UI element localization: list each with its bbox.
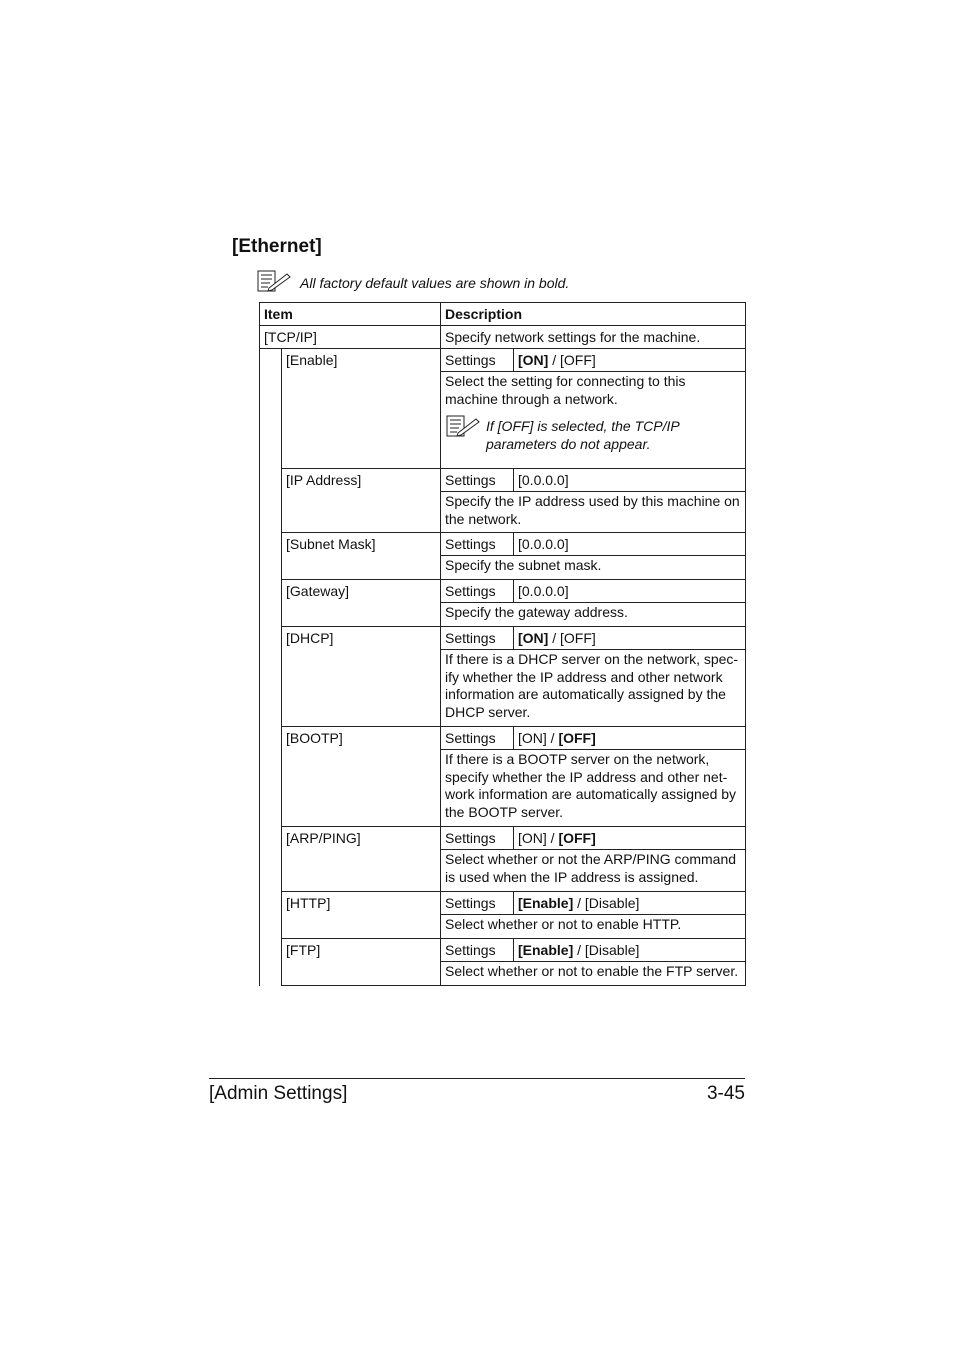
value-separator: / [573, 942, 585, 958]
description-text: Select whether or not to enable HTTP. [445, 916, 682, 932]
inline-note [445, 418, 741, 453]
description-text: If there is a BOOTP server on the network, specify whether the IP address and other net-work information are automatically assigned by the BOOTP server. [445, 751, 737, 820]
setting-item-name: [FTP] [282, 939, 441, 986]
tcpip-item: [TCP/IP] [260, 326, 441, 349]
settings-values [514, 827, 746, 850]
settings-option: [0.0.0.0] [518, 536, 569, 552]
setting-description [441, 850, 746, 892]
table-row [260, 939, 746, 962]
setting-item-name: [DHCP] [282, 627, 441, 727]
default-values-note [256, 270, 656, 292]
table-row [260, 533, 746, 556]
description-text: If there is a DHCP server on the network, spec-ify whether the IP address and other network information are automatically assigned by the DHCP server. [445, 651, 739, 720]
settings-option: [Enable] [518, 895, 574, 911]
table-row [260, 349, 746, 372]
settings-option: [Disable] [584, 942, 640, 958]
setting-item-name: [ARP/PING] [282, 827, 441, 892]
table-row [260, 326, 746, 349]
table-row [260, 892, 746, 915]
settings-label: Settings [441, 627, 514, 650]
settings-label: Settings [441, 939, 514, 962]
table-row [260, 469, 746, 492]
setting-item-name: [Subnet Mask] [282, 533, 441, 580]
setting-item-name: [HTTP] [282, 892, 441, 939]
settings-label: Settings [441, 349, 514, 372]
settings-values [514, 349, 746, 372]
setting-description [441, 750, 746, 827]
note-text: All factory default values are shown in bold. [300, 275, 570, 291]
settings-option: [Disable] [584, 895, 640, 911]
description-text: Select the setting for connecting to this machine through a network. [445, 373, 686, 407]
table-row [260, 827, 746, 850]
header-description: Description [441, 303, 746, 326]
value-separator: / [546, 830, 559, 846]
settings-option: [0.0.0.0] [518, 583, 569, 599]
settings-option: [ON] [518, 830, 547, 846]
setting-description [441, 492, 746, 533]
settings-option: [ON] [518, 630, 549, 646]
table-row [260, 727, 746, 750]
description-text: Select whether or not to enable the FTP server. [445, 963, 739, 979]
description-text: Specify the gateway address. [445, 604, 628, 620]
description-text: Specify the IP address used by this machine on the network. [445, 493, 740, 527]
settings-option: [OFF] [558, 730, 596, 746]
setting-description [441, 650, 746, 727]
value-separator: / [573, 895, 585, 911]
setting-item-name: [BOOTP] [282, 727, 441, 827]
setting-description [441, 556, 746, 580]
footer-section-name: [Admin Settings] [209, 1083, 348, 1104]
indent-spacer [260, 349, 282, 986]
description-text: Specify the subnet mask. [445, 557, 602, 573]
settings-option: [OFF] [558, 830, 596, 846]
value-separator: / [548, 352, 560, 368]
setting-item-name: [Enable] [282, 349, 441, 469]
settings-option: [OFF] [560, 630, 596, 646]
setting-description [441, 915, 746, 939]
header-item: Item [260, 303, 441, 326]
setting-item-name: [Gateway] [282, 580, 441, 627]
inline-note-text: If [OFF] is selected, the TCP/IP parameters do not appear. [486, 418, 680, 452]
settings-label: Settings [441, 827, 514, 850]
setting-description [441, 603, 746, 627]
settings-label: Settings [441, 533, 514, 556]
table-header-row [260, 303, 746, 326]
setting-item-name: [IP Address] [282, 469, 441, 533]
section-title: [Ethernet] [232, 236, 322, 257]
note-icon [256, 270, 292, 292]
settings-label: Settings [441, 892, 514, 915]
table-row [260, 627, 746, 650]
settings-label: Settings [441, 469, 514, 492]
settings-label: Settings [441, 580, 514, 603]
settings-option: [ON] [518, 730, 547, 746]
settings-values [514, 939, 746, 962]
note-icon [445, 415, 481, 437]
settings-values [514, 533, 746, 556]
settings-label: Settings [441, 727, 514, 750]
settings-values [514, 627, 746, 650]
settings-values [514, 892, 746, 915]
settings-option: [ON] [518, 352, 549, 368]
settings-values [514, 727, 746, 750]
ethernet-settings-table [259, 302, 746, 986]
settings-option: [Enable] [518, 942, 574, 958]
page-number: 3-45 [706, 1083, 745, 1104]
settings-option: [OFF] [560, 352, 596, 368]
value-separator: / [546, 730, 559, 746]
setting-description [441, 372, 746, 469]
table-row [260, 580, 746, 603]
settings-values [514, 469, 746, 492]
setting-description [441, 962, 746, 986]
footer-divider [209, 1078, 745, 1079]
description-text: Select whether or not the ARP/PING command is used when the IP address is assigned. [445, 851, 737, 885]
settings-option: [0.0.0.0] [518, 472, 569, 488]
settings-values [514, 580, 746, 603]
value-separator: / [548, 630, 560, 646]
tcpip-description: Specify network settings for the machine. [441, 326, 746, 349]
